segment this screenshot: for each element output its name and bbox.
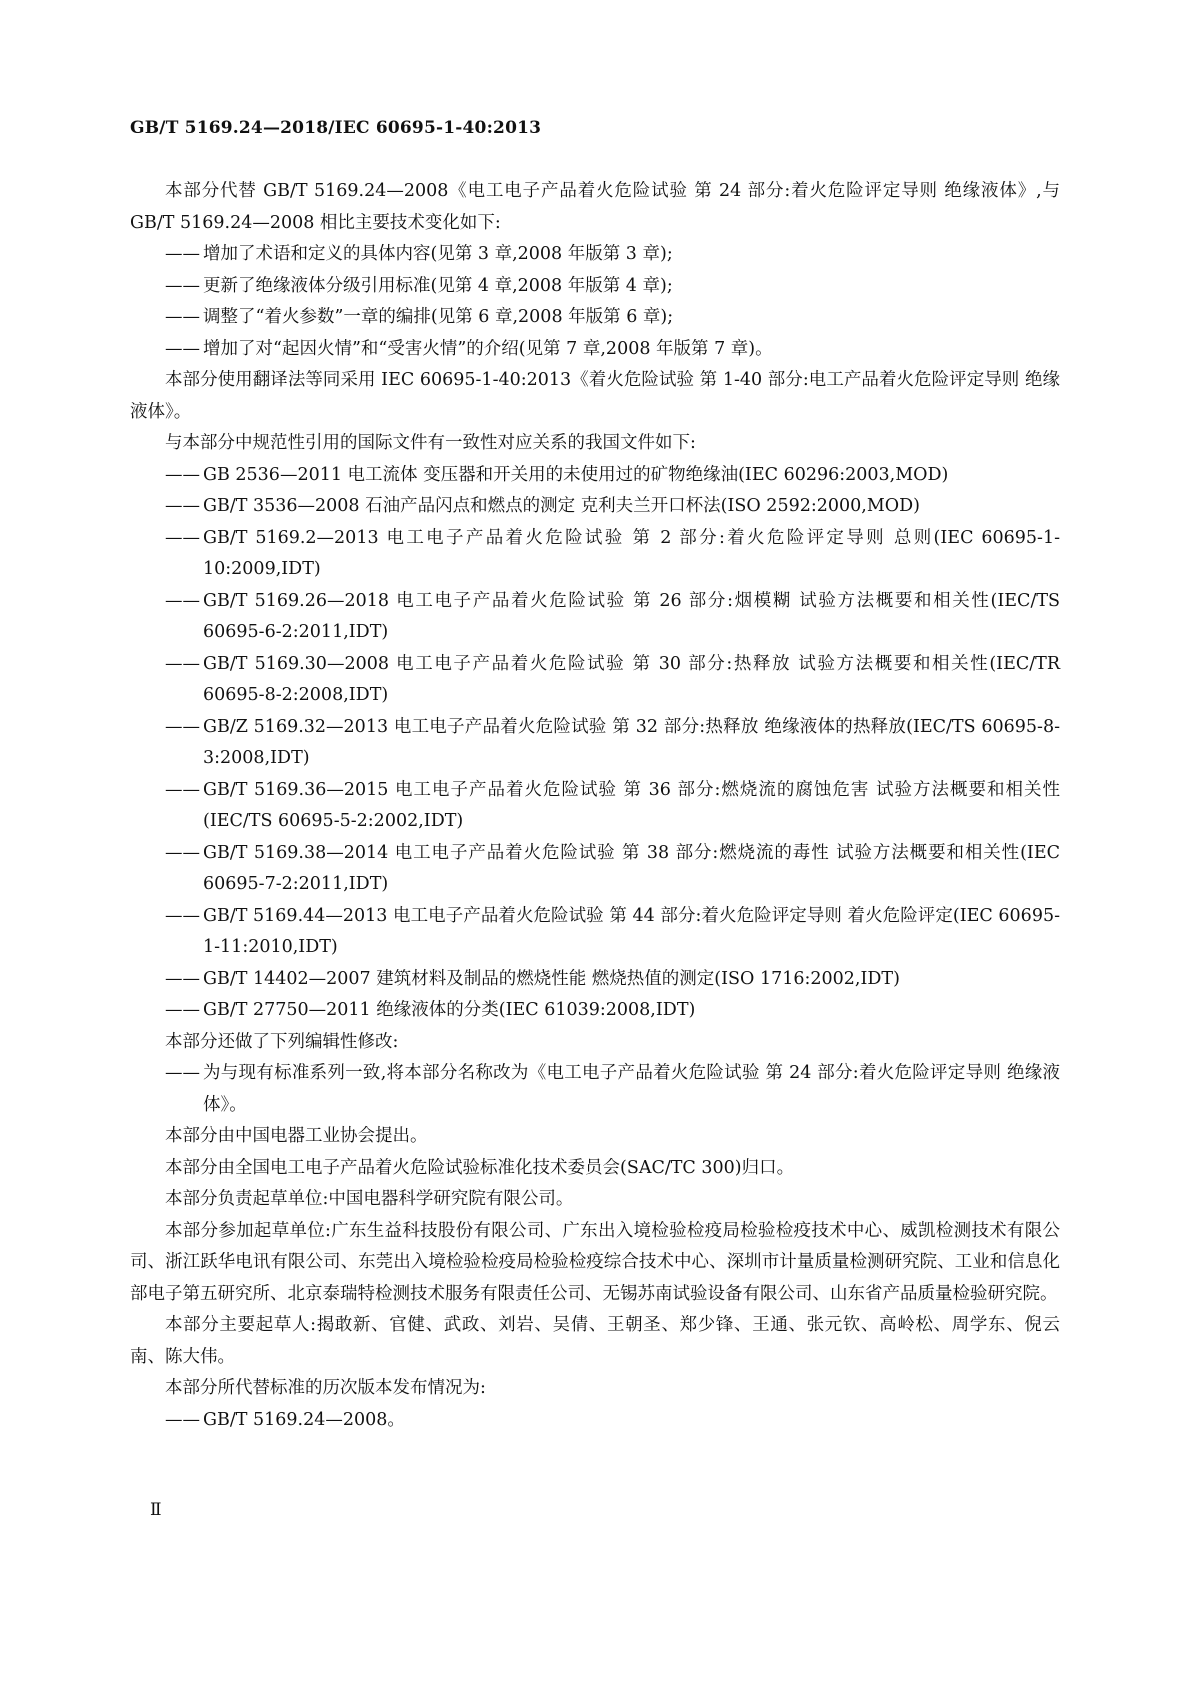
dash-mark: ——: [165, 779, 200, 800]
change-item: [130, 271, 1060, 303]
change-item-text: 增加了对“起因火情”和“受害火情”的介绍(见第 7 章,2008 年版第 7 章)。: [203, 338, 773, 359]
dash-mark: ——: [165, 307, 200, 327]
page-number: Ⅱ: [150, 1500, 162, 1520]
dash-mark: ——: [165, 275, 200, 296]
dash-mark: ——: [165, 464, 200, 485]
reference-item: [130, 649, 1060, 712]
history-intro: 本部分所代替标准的历次版本发布情况为:: [165, 1378, 486, 1398]
history-item-text: GB/T 5169.24—2008。: [203, 1409, 405, 1430]
change-item-text: 调整了“着火参数”一章的编排(见第 6 章,2008 年版第 6 章);: [203, 307, 674, 327]
adoption-paragraph: 本部分使用翻译法等同采用 IEC 60695-1-40:2013《着火危险试验 第 1-40 部分:电工产品着火危险评定导则 绝缘液体》。: [130, 370, 1060, 422]
dash-mark: ——: [165, 496, 200, 516]
reference-item-text: GB/T 5169.2—2013 电工电子产品着火危险试验 第 2 部分:着火危险评定导则 总则(IEC 60695-1-10:2009,IDT): [203, 527, 1060, 579]
reference-item: [130, 775, 1060, 838]
editorial-intro: 本部分还做了下列编辑性修改:: [165, 1031, 399, 1052]
history-item: [130, 1405, 1060, 1437]
reference-item-text: GB/T 14402—2007 建筑材料及制品的燃烧性能 燃烧热值的测定(ISO 1716:2002,IDT): [203, 968, 900, 989]
dash-mark: ——: [165, 968, 200, 989]
participating-units-paragraph: 本部分参加起草单位:广东生益科技股份有限公司、广东出入境检验检疫局检验检疫技术中心、威凯检测技术有限公司、浙江跃华电讯有限公司、东莞出入境检验检疫局检验检疫综合技术中心、深圳市计量质量检测研究院、工业和信息化部电子第五研究所、北京泰瑞特检测技术服务有限责任公司、无锡苏南试验设备有限公司、山东省产品质量检验研究院。: [130, 1220, 1060, 1304]
change-item: [130, 334, 1060, 366]
reference-item: [130, 838, 1060, 901]
reference-item: [130, 995, 1060, 1027]
change-item: [130, 302, 1060, 334]
reference-item-text: GB/T 3536—2008 石油产品闪点和燃点的测定 克利夫兰开口杯法(ISO 2592:2000,MOD): [203, 496, 920, 516]
dash-mark: ——: [165, 338, 200, 359]
reference-item-text: GB/T 5169.30—2008 电工电子产品着火危险试验 第 30 部分:热释放 试验方法概要和相关性(IEC/TR 60695-8-2:2008,IDT): [203, 653, 1060, 705]
reference-item: [130, 901, 1060, 964]
dash-mark: ——: [165, 590, 200, 611]
standard-code-header: GB/T 5169.24—2018/IEC 60695-1-40:2013: [130, 118, 542, 138]
dash-mark: ——: [165, 653, 200, 674]
dash-mark: ——: [165, 905, 200, 926]
reference-item: [130, 491, 1060, 523]
foreword-body: [130, 176, 1060, 1436]
change-item: [130, 239, 1060, 271]
reference-item: [130, 523, 1060, 586]
dash-mark: ——: [165, 842, 200, 863]
drafting-unit-paragraph: 本部分负责起草单位:中国电器科学研究院有限公司。: [165, 1189, 574, 1209]
reference-item-text: GB/T 5169.44—2013 电工电子产品着火危险试验 第 44 部分:着火危险评定导则 着火危险评定(IEC 60695-1-11:2010,IDT): [203, 905, 1060, 957]
reference-item-text: GB 2536—2011 电工流体 变压器和开关用的未使用过的矿物绝缘油(IEC 60296:2003,MOD): [203, 464, 949, 485]
reference-item: [130, 586, 1060, 649]
dash-mark: ——: [165, 1409, 200, 1430]
change-item-text: 更新了绝缘液体分级引用标准(见第 4 章,2008 年版第 4 章);: [203, 275, 673, 296]
reference-item-text: GB/Z 5169.32—2013 电工电子产品着火危险试验 第 32 部分:热释放 绝缘液体的热释放(IEC/TS 60695-8-3:2008,IDT): [203, 716, 1060, 768]
dash-mark: ——: [165, 244, 200, 264]
main-drafters-paragraph: 本部分主要起草人:揭敢新、官健、武政、刘岩、吴倩、王朝圣、郑少锋、王通、张元钦、高岭松、周学东、倪云南、陈大伟。: [130, 1315, 1060, 1367]
editorial-item: [130, 1058, 1060, 1121]
dash-mark: ——: [165, 1000, 200, 1020]
reference-item: [130, 712, 1060, 775]
reference-item-text: GB/T 5169.36—2015 电工电子产品着火危险试验 第 36 部分:燃烧流的腐蚀危害 试验方法概要和相关性(IEC/TS 60695-5-2:2002,IDT): [203, 779, 1060, 831]
editorial-item-text: 为与现有标准系列一致,将本部分名称改为《电工电子产品着火危险试验 第 24 部分:着火危险评定导则 绝缘液体》。: [203, 1063, 1060, 1115]
reference-item-text: GB/T 5169.38—2014 电工电子产品着火危险试验 第 38 部分:燃烧流的毒性 试验方法概要和相关性(IEC 60695-7-2:2011,IDT): [203, 842, 1060, 894]
replacement-paragraph: 本部分代替 GB/T 5169.24—2008《电工电子产品着火危险试验 第 24 部分:着火危险评定导则 绝缘液体》,与 GB/T 5169.24—2008 相比主要技术变化如下:: [130, 181, 1060, 233]
reference-item-text: GB/T 27750—2011 绝缘液体的分类(IEC 61039:2008,IDT): [203, 1000, 696, 1020]
proposed-by-paragraph: 本部分由中国电器工业协会提出。: [165, 1126, 428, 1146]
change-item-text: 增加了术语和定义的具体内容(见第 3 章,2008 年版第 3 章);: [203, 244, 673, 264]
reference-item: [130, 460, 1060, 492]
dash-mark: ——: [165, 1063, 200, 1083]
jurisdiction-paragraph: 本部分由全国电工电子产品着火危险试验标准化技术委员会(SAC/TC 300)归口。: [165, 1157, 795, 1178]
reference-item: [130, 964, 1060, 996]
dash-mark: ——: [165, 527, 200, 548]
correspondence-paragraph: 与本部分中规范性引用的国际文件有一致性对应关系的我国文件如下:: [165, 433, 696, 453]
reference-item-text: GB/T 5169.26—2018 电工电子产品着火危险试验 第 26 部分:烟模糊 试验方法概要和相关性(IEC/TS 60695-6-2:2011,IDT): [203, 590, 1060, 642]
dash-mark: ——: [165, 716, 200, 737]
